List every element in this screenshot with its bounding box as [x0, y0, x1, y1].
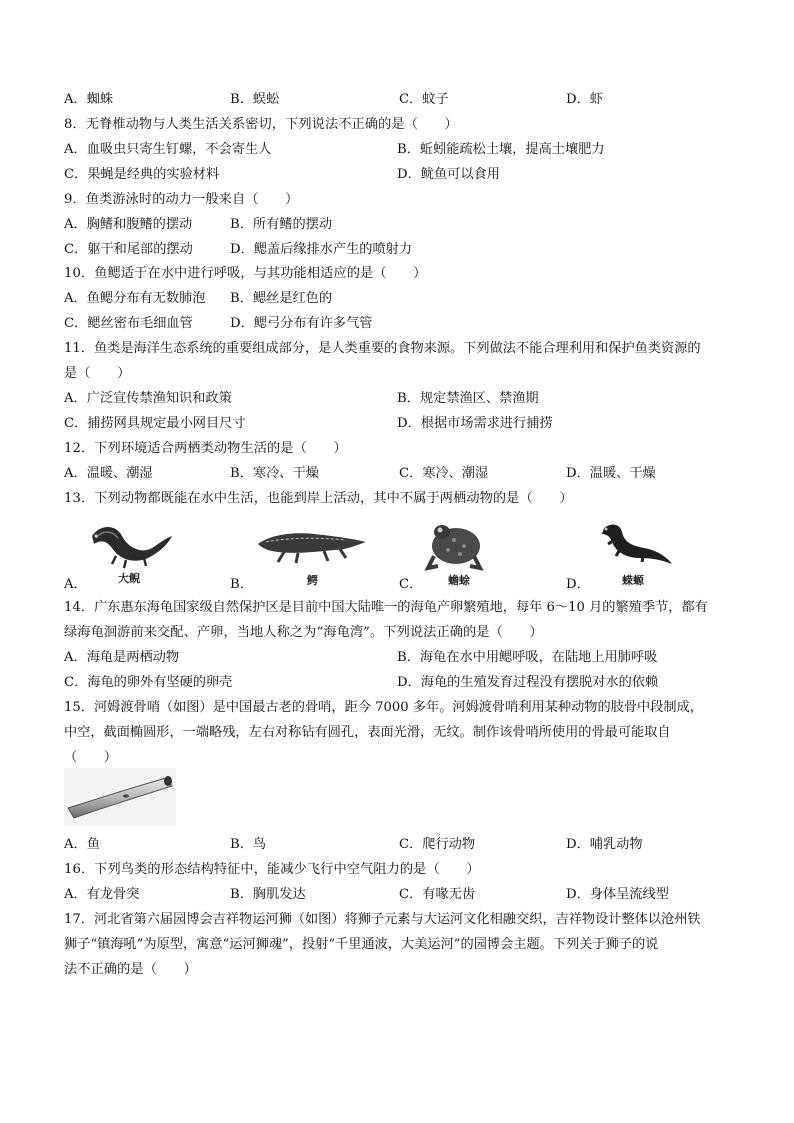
q8-option-c: C．果蝇是经典的实验材料 [64, 167, 220, 182]
q9-option-a: A．胸鳍和腹鳍的摆动 [64, 217, 193, 232]
q11-option-a: A．广泛宣传禁渔知识和政策 [64, 391, 232, 406]
q10-options-row2 [64, 315, 736, 333]
q8-options-row2 [64, 166, 736, 184]
q9-stem: 9．鱼类游泳时的动力一般来自（ ） [64, 192, 299, 207]
q16-options [64, 886, 736, 904]
q9-option-d: D．鳃盖后缘排水产生的喷射力 [230, 242, 413, 257]
q11-option-c: C．捕捞网具规定最小网目尺寸 [64, 416, 246, 431]
q15-option-a: A．鱼 [64, 837, 100, 852]
q9-option-b: B．所有鳍的摆动 [230, 217, 333, 232]
q15-options [64, 836, 736, 854]
q8-option-d: D．鱿鱼可以食用 [397, 167, 500, 182]
q16-option-a: A．有龙骨突 [64, 887, 140, 902]
q11-options-row2 [64, 415, 736, 433]
q15-stem-line3: （ ） [64, 750, 118, 765]
q11-option-d: D．根据市场需求进行捕捞 [397, 416, 553, 431]
q12-option-c: C．寒冷、潮湿 [399, 466, 489, 481]
q11-stem-line1: 11．鱼类是海洋生态系统的重要组成部分，是人类重要的食物来源。下列做法不能合理利用和保护鱼类资源的 [64, 341, 701, 356]
q15-stem-line1: 15．河姆渡骨哨（如图）是中国最古老的骨哨，距今 7000 多年。河姆渡骨哨利用某种动物的肢骨中段制成， [64, 700, 703, 715]
q14-stem-line2: 绿海龟洄游前来交配、产卵，当地人称之为“海龟湾”。下列说法正确的是（ ） [64, 625, 543, 640]
q7-option-d: D．虾 [566, 92, 603, 107]
q8-option-a: A．血吸虫只寄生钉螺，不会寄生人 [64, 142, 272, 157]
q14-option-a: A．海龟是两栖动物 [64, 650, 180, 665]
q12-option-b: B．寒冷、干燥 [230, 466, 319, 481]
q13-caption-d: 蝾螈 [622, 574, 644, 587]
crocodile-image [254, 520, 370, 568]
q14-option-b: B．海龟在水中用鳃呼吸，在陆地上用肺呼吸 [397, 650, 658, 665]
q8-options-row1 [64, 141, 736, 159]
q16-option-d: D．身体呈流线型 [566, 887, 669, 902]
q17-stem-line1: 17．河北省第六届园博会吉祥物运河狮（如图）将狮子元素与大运河文化相融交织，吉祥物设计整体以沧州铁 [64, 912, 701, 927]
q10-option-a: A．鱼鳃分布有无数肺泡 [64, 291, 206, 306]
q7-option-b: B．蜈蚣 [230, 92, 280, 107]
q15-option-d: D．哺乳动物 [566, 837, 643, 852]
q10-option-b: B．鳃丝是红色的 [230, 291, 333, 306]
giant-salamander-image [86, 514, 176, 572]
q14-options-row1 [64, 649, 736, 667]
q13-stem: 13．下列动物都既能在水中生活，也能到岸上活动，其中不属于两栖动物的是（ ） [64, 491, 573, 506]
q10-option-c: C．鳃丝密布毛细血管 [64, 316, 193, 331]
q8-option-b: B．蚯蚓能疏松土壤，提高土壤肥力 [397, 142, 605, 157]
q7-option-c: C．蚊子 [399, 92, 449, 107]
q9-options-row2 [64, 241, 736, 259]
q13-caption-c: 蟾蜍 [448, 574, 470, 587]
q10-option-d: D．鳃弓分布有许多气管 [230, 316, 373, 331]
bone-whistle-image [64, 768, 176, 826]
q17-stem-line3: 法不正确的是（ ） [64, 962, 197, 977]
q13-caption-b: 鳄 [307, 574, 318, 587]
q12-options [64, 465, 736, 483]
q16-option-c: C．有喙无齿 [399, 887, 476, 902]
q15-option-c: C．爬行动物 [399, 837, 476, 852]
q8-stem: 8．无脊椎动物与人类生活关系密切，下列说法不正确的是（ ） [64, 117, 458, 132]
q14-stem-line1: 14．广东惠东海龟国家级自然保护区是目前中国大陆唯一的海龟产卵繁殖地，每年 6～10 月的繁殖季节，都有 [64, 600, 708, 615]
q13-caption-a: 大鲵 [118, 572, 140, 585]
q9-option-c: C．躯干和尾部的摆动 [64, 242, 193, 257]
q13-option-c: C． [399, 577, 423, 592]
q15-stem-line2: 中空，截面椭圆形，一端略残，左右对称钻有圆孔，表面光滑，无纹。制作该骨哨所使用的骨最可能取自 [64, 725, 671, 740]
q9-options-row1 [64, 216, 736, 234]
q10-stem: 10．鱼鳃适于在水中进行呼吸，与其功能相适应的是（ ） [64, 266, 427, 281]
q12-option-d: D．温暖、干燥 [566, 466, 656, 481]
q13-option-d: D． [566, 577, 590, 592]
q7-option-a: A．蜘蛛 [64, 92, 114, 107]
q15-option-b: B．鸟 [230, 837, 267, 852]
q14-option-c: C．海龟的卵外有坚硬的卵壳 [64, 675, 233, 690]
q11-stem-line2: 是（ ） [64, 366, 131, 381]
q17-stem-line2: 狮子“镇海吼”为原型，寓意“运河狮魂”，投射“千里通波，大美运河”的园博会主题。下列关于狮子的说 [64, 937, 659, 952]
q10-options-row1 [64, 290, 736, 308]
q7-options [64, 91, 736, 109]
q16-option-b: B．胸肌发达 [230, 887, 306, 902]
q11-options-row1 [64, 390, 736, 408]
q11-option-b: B．规定禁渔区、禁渔期 [397, 391, 539, 406]
q13-option-a: A． [64, 577, 87, 592]
q13-option-b: B． [230, 577, 253, 592]
q12-stem: 12．下列环境适合两栖类动物生活的是（ ） [64, 441, 347, 456]
q14-options-row2 [64, 674, 736, 692]
newt-image [592, 516, 676, 572]
q12-option-a: A．温暖、潮湿 [64, 466, 153, 481]
q16-stem: 16．下列鸟类的形态结构特征中，能减少飞行中空气阻力的是（ ） [64, 862, 480, 877]
q14-option-d: D．海龟的生殖发育过程没有摆脱对水的依赖 [397, 675, 659, 690]
toad-image [424, 518, 486, 572]
